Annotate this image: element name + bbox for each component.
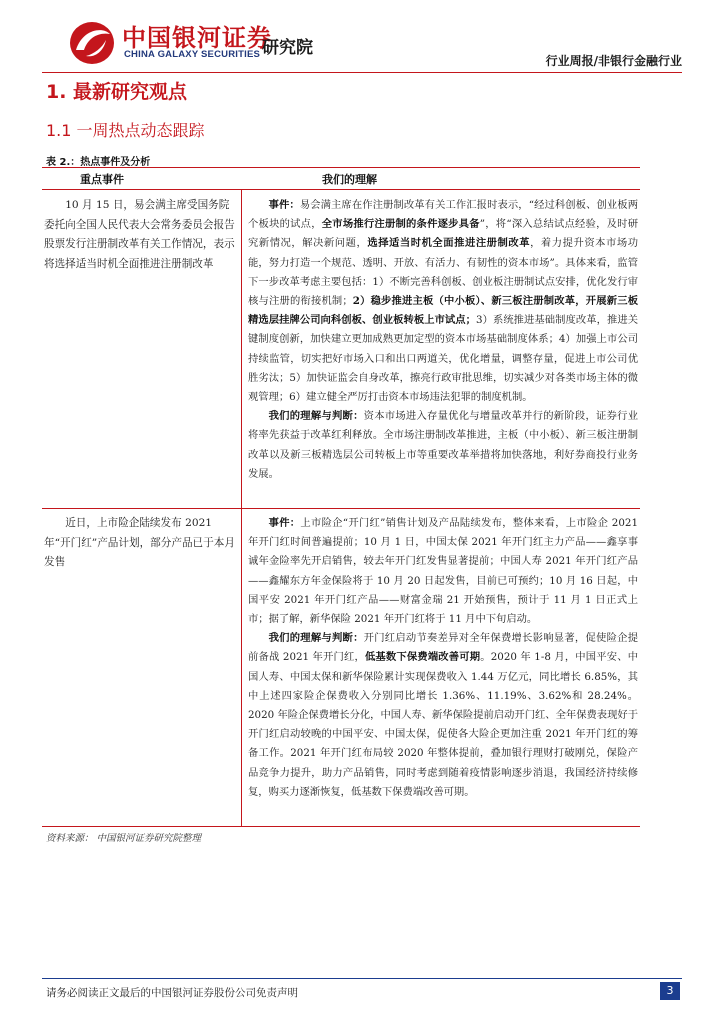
table-header-divider [42,189,640,190]
table-top-border [42,167,640,168]
row-1-event-paragraph: 事件：易会满主席在作注册制改革有关工作汇报时表示，“经过科创板、创业板两个板块的试点，全市场推行注册制的条件逐步具备”，将“深入总结试点经验，及时研究新情况，解决新问题，选择适当时机全面推进注册制改革，着力提升资本市场功能，努力打造一个规范、透明、开放、有活力、有韧性的资本市场”。具体来看，监管下一步改革考虑主要包括：1）不断完善科创板、创业板注册制试点安排，优化发行审核与注册的衔接机制；2）稳步推进主板（中小板）、新三板注册制改革，开展新三板精选层挂牌公司向科创板、创业板转板上市试点；3）系统推进基础制度改革，推进关键制度创新，加快建立更加成熟更加定型的资本市场基础制度体系；4）加强上市公司持续监管，切实把好市场入口和出口两道关，优化增量，调整存量，促进上市公司优胜劣汰；5）加快证监会自身改革，擦亮行政审批思维，切实减少对各类市场主体的微观管理；6）建立健全严厉打击资本市场违法犯罪的制度机制。 [248,199,639,404]
table-row-2-event: 近日，上市险企陆续发布 2021 年“开门红”产品计划，部分产品已于本月发售 [44,517,235,568]
table-header-event: 重点事件 [80,173,124,186]
row-1-judgement-paragraph: 我们的理解与判断：资本市场进入存量优化与增量改革并行的新阶段，证券行业将率先获益于改革红利释放。全市场注册制改革推进，主板（中小板）、新三板注册制改革以及新三板精选层公司转板上市等重要改革举措将加快落地，利好券商投行业务发展。 [248,410,639,480]
table-header-view: 我们的理解 [322,173,377,186]
footer-divider [42,978,682,979]
brand-name-cn: 中国银河证券 [122,24,272,52]
header-divider [42,72,682,73]
page-number: 3 [660,982,680,1000]
row-2-judgement-paragraph: 我们的理解与判断：开门红启动节奏差异对全年保费增长影响显著，促使险企提前备战 2021 年开门红，低基数下保费端改善可期。2020 年 1-8 月，中国平安、中国人寿、中国太保和新华保险累计实现保费收入 1.44 万亿元，同比增长 6.85%，其中上述四家险企保费收入分别同比增长 1.36%、11.19%、3.62%和 28.24%。2020 年险企保费增长分化，中国人寿、新华保险提前启动开门红、全年保费表现好于开门红启动较晚的中国平安、中国太保，促使各大险企更加注重 2021 年开门红的筹备工作。2021 年开门红布局较 2020 年整体提前，叠加银行理财打破刚兑，保险产品竞争力提升，助力产品销售，同时考虑到随着疫情影响逐步消退，我国经济持续修复，购买力逐渐恢复，低基数下保费端改善可期。 [248,632,639,798]
brand-name-en: CHINA GALAXY SECURITIES [124,49,261,60]
row-2-event-paragraph: 事件：上市险企“开门红”销售计划及产品陆续发布，整体来看，上市险企 2021 年开门红时间普遍提前；10 月 1 日，中国太保 2021 年开门红主力产品——鑫享事诚年金险率先开启销售，较去年开门红发售显著提前；中国人寿 2021 年开门红产品——鑫耀东方年金保险将于 10 月 20 日起发售，目前已可预约；10 月 16 日起，中国平安 2021 年开门红产品——财富金瑞 21 开始预售，预计于 11 月 1 日正式上市；据了解，新华保险 2021 年开门红将于 11 月中下旬启动。 [248,517,638,626]
table-row-1-event: 10 月 15 日，易会满主席受国务院委托向全国人民代表大会常务委员会报告股票发行注册制改革有关工作情况，表示将选择适当时机全面推进注册制改革 [44,199,235,270]
table-row-2-analysis [248,514,638,802]
table-bottom-border [42,826,640,827]
brand-suffix: 研究院 [262,38,313,58]
subsection-heading: 1.1 一周热点动态跟踪 [46,121,205,140]
footer-disclaimer: 请务必阅读正文最后的中国银河证券股份公司免责声明 [46,987,298,999]
report-type: 行业周报/非银行金融行业 [545,54,682,68]
section-heading: 1. 最新研究观点 [46,81,188,103]
table-caption: 表 2.：热点事件及分析 [46,157,151,168]
source-note: 资料来源： 中国银河证券研究院整理 [46,833,202,844]
table-row-1-analysis [248,196,638,484]
table-row-divider [42,508,640,509]
galaxy-logo-icon [68,20,116,66]
